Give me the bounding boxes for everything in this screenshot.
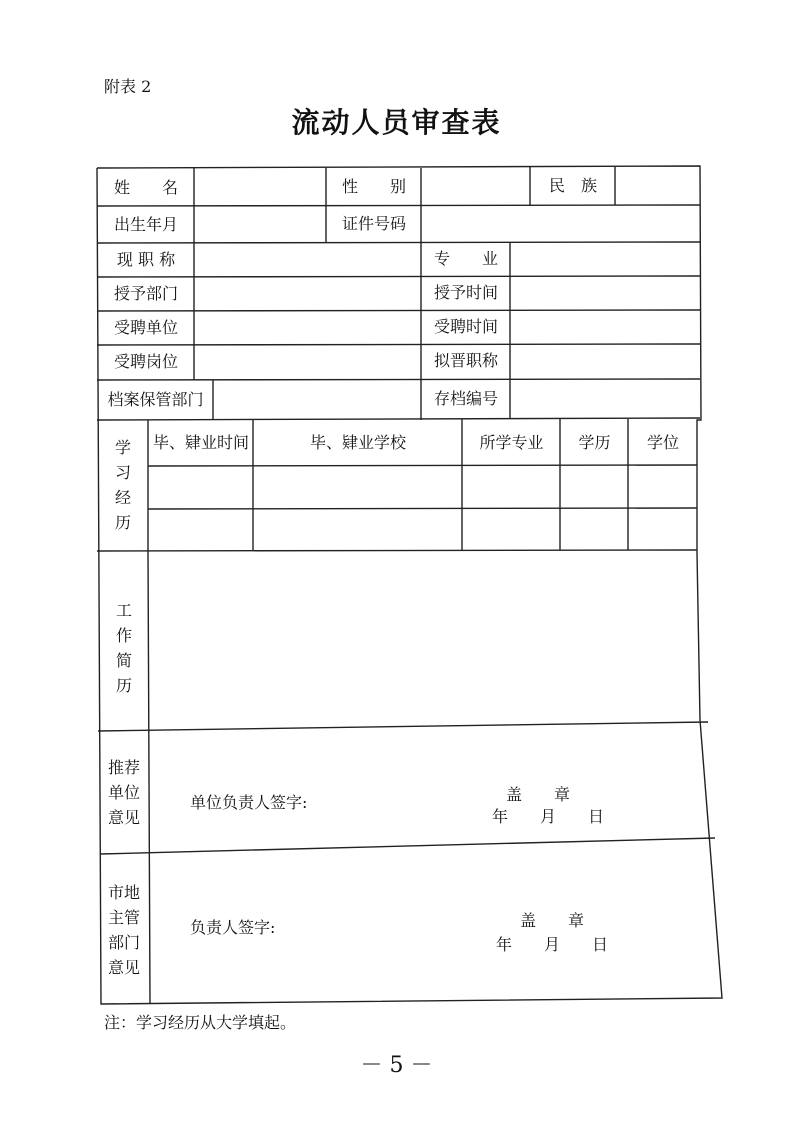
label-current-title: 现 职 称 bbox=[116, 250, 176, 269]
label-grant-dept: 授予部门 bbox=[113, 284, 178, 303]
edu-header-degree: 学位 bbox=[646, 433, 679, 452]
edu-header-school: 毕、肄业学校 bbox=[309, 433, 406, 452]
label-post: 受聘岗位 bbox=[113, 352, 178, 371]
recommend-signature-label: 单位负责人签字: bbox=[190, 793, 308, 812]
edu-header-time: 毕、肄业时间 bbox=[152, 433, 249, 452]
work-section-label: 工 作 简 历 bbox=[115, 601, 132, 695]
label-grant-time: 授予时间 bbox=[433, 283, 498, 302]
footnote: 注：学习经历从大学填起。 bbox=[104, 1013, 297, 1032]
recommend-seal-label: 盖 章 bbox=[506, 785, 571, 804]
label-id-number: 证件号码 bbox=[341, 214, 406, 233]
label-archive-no: 存档编号 bbox=[433, 389, 498, 408]
page-number: － 5 － bbox=[360, 1053, 433, 1078]
recommend-date-label: 年 月 日 bbox=[492, 807, 605, 826]
appendix-label: 附表 2 bbox=[104, 77, 152, 96]
city-seal-label: 盖 章 bbox=[520, 911, 585, 930]
label-name: 姓 名 bbox=[113, 178, 178, 197]
edu-header-degree-level: 学历 bbox=[578, 433, 611, 452]
label-archive-dept: 档案保管部门 bbox=[107, 390, 204, 409]
label-employer: 受聘单位 bbox=[113, 318, 178, 337]
recommend-section-label: 推荐 单位 意见 bbox=[107, 758, 140, 827]
education-section-label: 学 习 经 历 bbox=[114, 438, 131, 532]
label-major: 专 业 bbox=[433, 249, 498, 268]
city-signature-label: 负责人签字: bbox=[190, 918, 276, 937]
form-title: 流动人员审查表 bbox=[291, 106, 502, 139]
label-birth: 出生年月 bbox=[113, 215, 178, 234]
label-ethnicity: 民 族 bbox=[548, 176, 597, 195]
label-proposed-title: 拟晋职称 bbox=[433, 351, 498, 370]
label-hire-time: 受聘时间 bbox=[433, 317, 498, 336]
label-gender: 性 别 bbox=[341, 177, 406, 196]
city-section-label: 市地 主管 部门 意见 bbox=[107, 883, 140, 977]
city-date-label: 年 月 日 bbox=[496, 935, 609, 954]
edu-header-major: 所学专业 bbox=[479, 433, 544, 452]
